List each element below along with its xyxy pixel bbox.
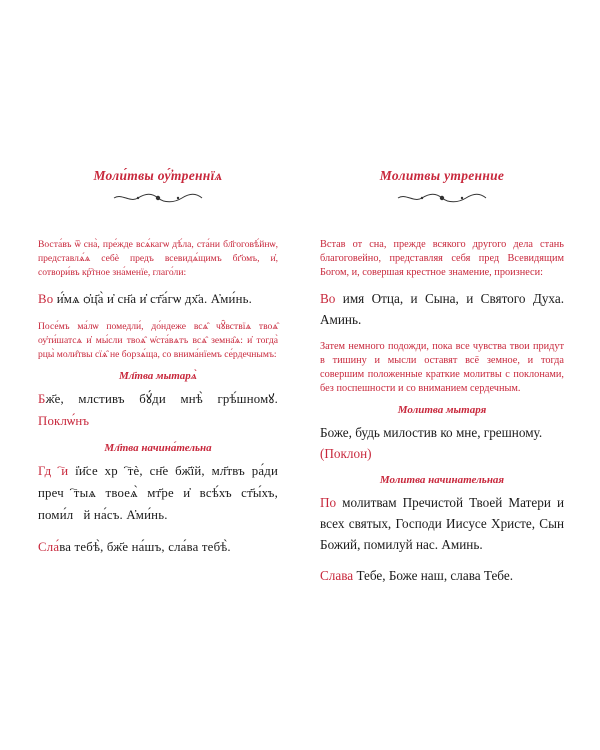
right-prayer-2-text: Боже, будь милостив ко мне, грешному.: [320, 425, 543, 440]
left-prayer-1-text: и҆́мѧ ѻ҆ц҃а̀ и҆ сн҃а и҆ ст҃а́гѡ дх҃а. А҆ми́нь.: [53, 292, 253, 306]
left-prayer-2-text: ж҃е, млcтивъ бꙋ́ди мнѣ̀ грѣ́шномꙋ.: [45, 392, 278, 406]
left-prayer-2-cap: Б: [38, 392, 46, 406]
left-prayer-1: [38, 288, 278, 310]
right-page: [320, 150, 564, 596]
left-page: [38, 150, 278, 568]
right-rubric-2: Затем немного подожди, пока все чувства твои придут в тишину и мысли оставят всё земное, и тогда совершим положенные краткие молитвы с поклонами, без поспешности и со вниманием сердечным.: [320, 341, 564, 394]
left-prayer-2-rubric: Поклѡ́нъ: [38, 414, 90, 428]
left-prayer-3-cap: Гдⷭ҇и: [38, 464, 69, 478]
right-prayer-1-text: имя Отца, и Сына, и Святого Духа. Аминь.: [320, 291, 564, 327]
right-prayer-4-cap: Слава: [320, 568, 354, 583]
left-subtitle-2: Мл҃тва начина́тельна: [104, 442, 212, 454]
right-subtitle-2: Молитва начинательная: [379, 474, 505, 486]
right-prayer-1: [320, 288, 564, 330]
right-prayer-2-rubric: (Поклон): [320, 446, 372, 461]
right-prayer-2: [320, 422, 564, 464]
right-prayer-4-text: Тебе, Боже наш, слава Тебе.: [353, 568, 513, 583]
right-prayer-1-cap: Во: [320, 291, 336, 306]
left-rubric-1: Воста́въ ѿ сна̀, пре́жде всѧ́кагѡ дѣ́ла, ста́ни бл҃гоговѣ́йнѡ, представлѧ́ѧ себѐ предъ всевидѧ́щимъ бг҃омъ, и҆, сотвори́въ кр҇тное зна́менїе, глаго́ли:: [38, 239, 278, 278]
left-prayer-4: [38, 536, 278, 558]
right-rubric-1: Встав от сна, прежде всякого другого дела стань благоговейно, представляя себя пред Всевидящим Богом, и, совершая крестное знамение, произнеси:: [320, 239, 564, 278]
left-prayer-3: [38, 460, 278, 526]
right-subtitle-1: Молитва мытаря: [397, 404, 487, 416]
right-prayer-4: [320, 565, 564, 586]
left-subtitle-1: Мл҃тва мытарѧ̀: [118, 370, 197, 382]
ornament-icon: [112, 192, 204, 204]
left-prayer-1-cap: Во: [38, 292, 54, 306]
ornament-icon: [396, 192, 488, 204]
left-rubric-2: Посе́мъ ма́лѡ помедли́, до́ндеже всѧ̑ чꙋ̑вствїѧ твоѧ̑ оу҆ти́шатсѧ и҆ мы́сли твоѧ̑ ѡ҆ста́вѧтъ всѧ̑ земна̑ѧ: и҆ тогда̀ рцы̀ моли̑твы сїѧ̑ не борзѧ́ща, со внима́нїемъ се́рдечнымъ:: [38, 321, 278, 360]
left-prayer-3-text: і҆и҃се хрⷭ҇тѐ, сн҃е бж҃їй, мл҃твъ ра́ди пречⷭ҇тыѧ твоеѧ̀ мт҃ре и҆ всѣ́хъ ст҃ы́хъ, поми́лꙋй на́съ. А҆ми́нь.: [38, 464, 278, 522]
right-prayer-3-text: молитвам Пречистой Твоей Матери и всех святых, Господи Иисусе Христе, Сын Божий, помилуй нас. Аминь.: [320, 495, 564, 552]
right-prayer-3: [320, 492, 564, 555]
right-prayer-3-cap: По: [320, 495, 337, 510]
left-prayer-4-text: ва тебѣ̀, бж҃е на́шъ, сла́ва тебѣ̀.: [59, 540, 231, 554]
left-prayer-4-cap: Сла́: [38, 540, 60, 554]
left-title: Моли́твы оу҆́треннїѧ: [93, 168, 223, 183]
left-prayer-2: [38, 388, 278, 432]
right-title: Молитвы утренние: [379, 168, 505, 183]
